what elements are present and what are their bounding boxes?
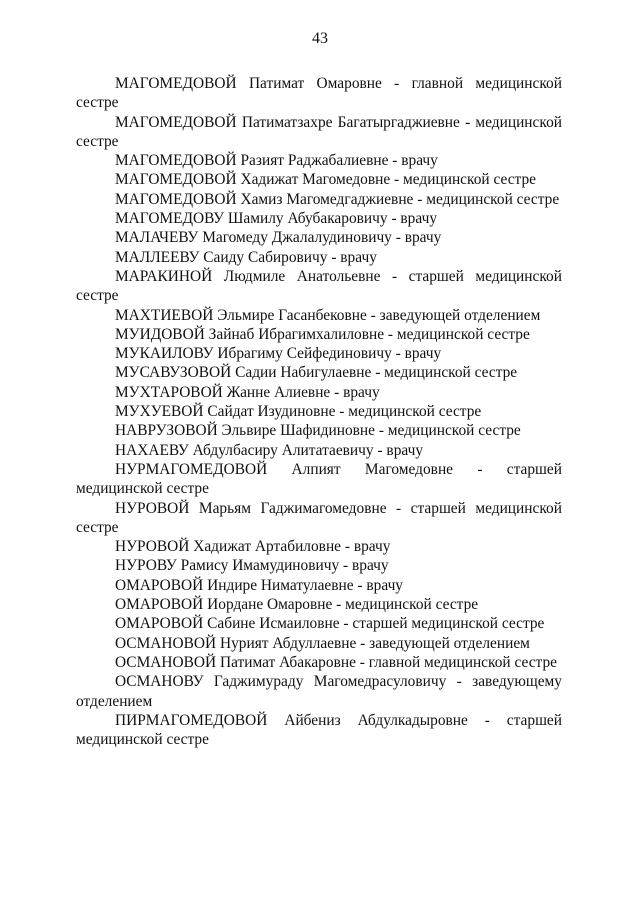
list-item [76, 325, 562, 344]
list-item [76, 170, 562, 189]
entry-details: Хадижат Магомедовне - медицинской сестре [240, 171, 536, 189]
entry-surname: НУРМАГОМЕДОВОЙ [115, 460, 268, 478]
list-item [76, 363, 562, 382]
entry-details: Разият Раджабалиевне - врачу [240, 152, 438, 170]
entry-details: Хамиз Магомедгаджиевне - медицинской сестре [240, 190, 560, 208]
entry-surname: НУРОВОЙ [115, 538, 190, 556]
entry-details: Патиматзахре Багатыргаджиевне - медицинской сестре [76, 113, 562, 150]
list-item [76, 556, 562, 575]
entry-details: Алпият Магомедовне - старшей медицинской сестре [76, 460, 562, 498]
entry-surname: МАЛЛЕЕВУ [115, 248, 200, 266]
entry-details: Жанне Алиевне - врачу [226, 383, 380, 401]
entry-details: Гаджимураду Магомедрасуловичу - заведующему отделением [76, 673, 562, 710]
list-item [76, 711, 562, 750]
entry-surname: ОСМАНОВУ [115, 673, 204, 691]
list-item [76, 344, 562, 363]
list-item [76, 441, 562, 460]
list-item [76, 209, 562, 228]
entry-surname: МАГОМЕДОВОЙ [115, 75, 237, 92]
list-item [76, 402, 562, 421]
list-item [76, 653, 562, 672]
entry-details: Марьям Гаджимагомедовне - старшей медицинской сестре [76, 499, 562, 536]
list-item [76, 74, 562, 113]
entry-surname: НАВРУЗОВОЙ [115, 422, 218, 440]
entry-surname: МАГОМЕДОВОЙ [115, 113, 237, 131]
entry-surname: НУРОВОЙ [115, 499, 190, 517]
entry-details: Индире Ниматулаевне - врачу [207, 576, 404, 594]
entry-list [76, 74, 562, 749]
list-item [76, 614, 562, 633]
list-item [76, 634, 562, 653]
page-number: 43 [312, 30, 328, 47]
entry-details: Зайнаб Ибрагимхалиловне - медицинской сестре [208, 325, 530, 343]
list-item [76, 576, 562, 595]
entry-details: Патимат Абакаровне - главной медицинской сестре [219, 653, 557, 671]
entry-surname: МАГОМЕДОВУ [115, 210, 225, 228]
entry-details: Сайдат Изудиновне - медицинской сестре [207, 403, 482, 421]
entry-surname: МАХТИЕВОЙ [115, 306, 214, 324]
entry-surname: МАГОМЕДОВОЙ [115, 190, 237, 208]
list-item [76, 113, 562, 152]
entry-details: Людмиле Анатольевне - старшей медицинской сестре [76, 267, 562, 305]
entry-surname: МАГОМЕДОВОЙ [115, 152, 237, 170]
entry-surname: ПИРМАГОМЕДОВОЙ [115, 711, 268, 729]
entry-surname: МУКАИЛОВУ [115, 345, 214, 363]
entry-surname: МАГОМЕДОВОЙ [115, 171, 237, 189]
entry-details: Магомеду Джалалудиновичу - врачу [202, 229, 442, 247]
list-item [76, 460, 562, 499]
list-item [76, 595, 562, 614]
entry-surname: МАЛАЧЕВУ [115, 229, 199, 247]
entry-details: Патимат Омаровне - главной медицинской сестре [76, 75, 562, 112]
entry-surname: МУСАВУЗОВОЙ [115, 364, 232, 382]
entry-surname: ОМАРОВОЙ [115, 596, 204, 614]
list-item [76, 151, 562, 170]
list-item [76, 228, 562, 247]
entry-surname: ОМАРОВОЙ [115, 615, 204, 633]
list-item [76, 421, 562, 440]
entry-details: Ибрагиму Сейфединовичу - врачу [217, 345, 442, 363]
entry-surname: ОСМАНОВОЙ [115, 653, 217, 671]
entry-surname: МАРАКИНОЙ [115, 267, 213, 285]
list-item [76, 306, 562, 325]
entry-surname: НАХАЕВУ [115, 441, 189, 459]
entry-details: Рамису Имамудиновичу - врачу [180, 557, 389, 575]
entry-details: Эльмире Гасанбековне - заведующей отделением [217, 306, 541, 324]
entry-surname: МУИДОВОЙ [115, 325, 205, 343]
entry-details: Шамилу Абубакаровичу - врачу [227, 210, 438, 228]
list-item [76, 190, 562, 209]
list-item [76, 672, 562, 711]
entry-details: Саиду Сабировичу - врачу [203, 248, 377, 266]
entry-details: Абдулбасиру Алитатаевичу - врачу [192, 441, 424, 459]
list-item [76, 537, 562, 556]
entry-details: Иордане Омаровне - медицинской сестре [207, 596, 479, 614]
entry-details: Хадижат Артабиловне - врачу [193, 538, 391, 556]
entry-surname: НУРОВУ [115, 557, 177, 575]
entry-surname: ОСМАНОВОЙ [115, 634, 217, 652]
entry-details: Нурият Абдуллаевне - заведующей отделением [219, 634, 530, 652]
entry-details: Эльвире Шафидиновне - медицинской сестре [221, 422, 521, 440]
list-item [76, 267, 562, 306]
list-item [76, 499, 562, 538]
entry-details: Садии Набигулаевне - медицинской сестре [235, 364, 518, 382]
entry-surname: МУХТАРОВОЙ [115, 383, 223, 401]
entry-surname: ОМАРОВОЙ [115, 576, 204, 594]
list-item [76, 248, 562, 267]
entry-details: Айбениз Абдулкадыровне - старшей медицинской сестре [76, 711, 562, 749]
entry-surname: МУХУЕВОЙ [115, 403, 204, 421]
entry-details: Сабине Исмаиловне - старшей медицинской сестре [207, 615, 545, 633]
list-item [76, 383, 562, 402]
